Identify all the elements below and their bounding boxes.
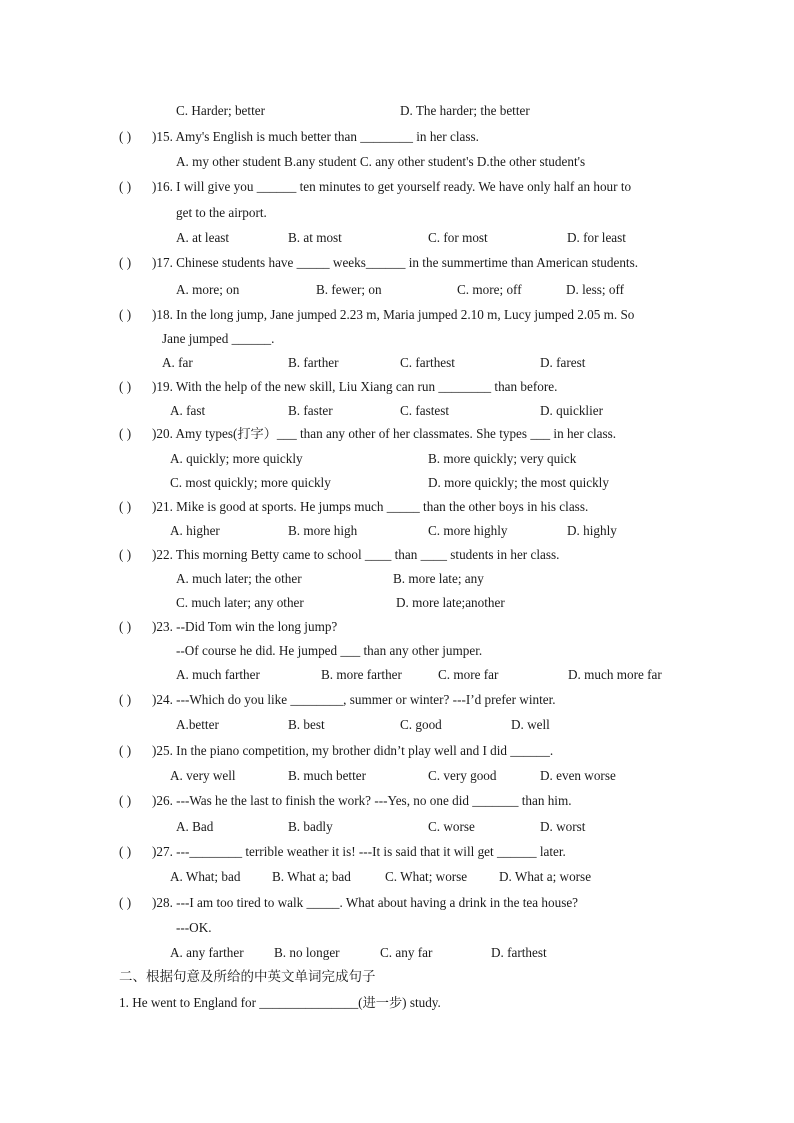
q25-option-d: D. even worse (540, 768, 616, 783)
q17-option-c: C. more; off (457, 282, 522, 297)
q28-option-d: D. farthest (491, 945, 547, 960)
q26-answer-blank: ( ) (119, 793, 132, 808)
q20-option-d: D. more quickly; the most quickly (428, 475, 609, 490)
q19-answer-blank: ( ) (119, 379, 132, 394)
q18-option-d: D. farest (540, 355, 586, 370)
q27-option-c: C. What; worse (385, 869, 468, 884)
q19-option-b: B. faster (288, 403, 333, 418)
q18-option-b: B. farther (288, 355, 339, 370)
q23-option-b: B. more farther (321, 667, 402, 682)
q27-option-a: A. What; bad (170, 869, 241, 884)
q26-option-c: C. worse (428, 819, 475, 834)
section-2-item-1: 1. He went to England for _______________(进一步) study. (119, 995, 441, 1010)
q15-answer-blank: ( ) (119, 129, 132, 144)
q23-option-a: A. much farther (176, 667, 260, 682)
q26-option-a: A. Bad (176, 819, 214, 834)
q24-option-d: D. well (511, 717, 550, 732)
q24-stem: )24. ---Which do you like ________, summer or winter? ---I’d prefer winter. (152, 692, 556, 707)
q14-option-d: D. The harder; the better (400, 103, 530, 118)
q19-option-a: A. fast (170, 403, 206, 418)
q24-answer-blank: ( ) (119, 692, 132, 707)
q18-option-a: A. far (162, 355, 193, 370)
q18-stem: )18. In the long jump, Jane jumped 2.23 m, Maria jumped 2.10 m, Lucy jumped 2.05 m. So (152, 307, 635, 322)
q20-option-b: B. more quickly; very quick (428, 451, 577, 466)
q14-option-c: C. Harder; better (176, 103, 265, 118)
q21-option-d: D. highly (567, 523, 617, 538)
q19-option-d: D. quicklier (540, 403, 603, 418)
q25-option-a: A. very well (170, 768, 236, 783)
q17-option-d: D. less; off (566, 282, 624, 297)
q16-option-b: B. at most (288, 230, 342, 245)
q28-answer-blank: ( ) (119, 895, 132, 910)
q20-answer-blank: ( ) (119, 426, 132, 441)
section-2-heading: 二、根据句意及所给的中英文单词完成句子 (119, 969, 376, 985)
q25-option-c: C. very good (428, 768, 497, 783)
q22-option-d: D. more late;another (396, 595, 505, 610)
q24-option-c: C. good (400, 717, 442, 732)
q23-option-d: D. much more far (568, 667, 662, 682)
q21-answer-blank: ( ) (119, 499, 132, 514)
q15-stem: )15. Amy's English is much better than ________ in her class. (152, 129, 479, 144)
q28-option-c: C. any far (380, 945, 433, 960)
q20-option-a: A. quickly; more quickly (170, 451, 303, 466)
q16-option-a: A. at least (176, 230, 230, 245)
q24-option-b: B. best (288, 717, 325, 732)
q17-stem: )17. Chinese students have _____ weeks______ in the summertime than American students. (152, 255, 639, 270)
q28-stem-cont: ---OK. (176, 920, 212, 935)
q27-stem: )27. ---________ terrible weather it is! ---It is said that it will get ______ later. (152, 844, 566, 859)
q20-option-c: C. most quickly; more quickly (170, 475, 331, 490)
q22-option-b: B. more late; any (393, 571, 484, 586)
q21-stem: )21. Mike is good at sports. He jumps much _____ than the other boys in his class. (152, 499, 589, 514)
q16-stem-cont: get to the airport. (176, 205, 267, 220)
q26-stem: )26. ---Was he the last to finish the work? ---Yes, no one did _______ than him. (152, 793, 572, 808)
q18-option-c: C. farthest (400, 355, 455, 370)
q16-stem: )16. I will give you ______ ten minutes to get yourself ready. We have only half an hour to (152, 179, 632, 194)
q22-stem: )22. This morning Betty came to school ____ than ____ students in her class. (152, 547, 560, 562)
q26-option-b: B. badly (288, 819, 333, 834)
q17-answer-blank: ( ) (119, 255, 132, 270)
q21-option-c: C. more highly (428, 523, 508, 538)
q23-option-c: C. more far (438, 667, 499, 682)
q15-options: A. my other student B.any student C. any other student's D.the other student's (176, 154, 586, 169)
q22-option-a: A. much later; the other (176, 571, 302, 586)
q27-option-b: B. What a; bad (272, 869, 351, 884)
q18-stem-cont: Jane jumped ______. (162, 331, 275, 346)
q22-answer-blank: ( ) (119, 547, 132, 562)
q25-stem: )25. In the piano competition, my brother didn’t play well and I did ______. (152, 743, 554, 758)
q28-option-b: B. no longer (274, 945, 340, 960)
q25-option-b: B. much better (288, 768, 367, 783)
q24-option-a: A.better (176, 717, 219, 732)
q28-option-a: A. any farther (170, 945, 244, 960)
q21-option-a: A. higher (170, 523, 220, 538)
q17-option-b: B. fewer; on (316, 282, 382, 297)
q21-option-b: B. more high (288, 523, 358, 538)
q18-answer-blank: ( ) (119, 307, 132, 322)
q26-option-d: D. worst (540, 819, 586, 834)
q23-stem-cont: --Of course he did. He jumped ___ than any other jumper. (176, 643, 483, 658)
q27-option-d: D. What a; worse (499, 869, 592, 884)
q16-option-c: C. for most (428, 230, 488, 245)
q17-option-a: A. more; on (176, 282, 240, 297)
q23-answer-blank: ( ) (119, 619, 132, 634)
q16-answer-blank: ( ) (119, 179, 132, 194)
q28-stem: )28. ---I am too tired to walk _____. What about having a drink in the tea house? (152, 895, 579, 910)
q25-answer-blank: ( ) (119, 743, 132, 758)
q16-option-d: D. for least (567, 230, 626, 245)
q19-option-c: C. fastest (400, 403, 450, 418)
q23-stem: )23. --Did Tom win the long jump? (152, 619, 338, 634)
q19-stem: )19. With the help of the new skill, Liu Xiang can run ________ than before. (152, 379, 558, 394)
q20-stem: )20. Amy types(打字）___ than any other of her classmates. She types ___ in her class. (152, 426, 617, 441)
q22-option-c: C. much later; any other (176, 595, 304, 610)
q27-answer-blank: ( ) (119, 844, 132, 859)
